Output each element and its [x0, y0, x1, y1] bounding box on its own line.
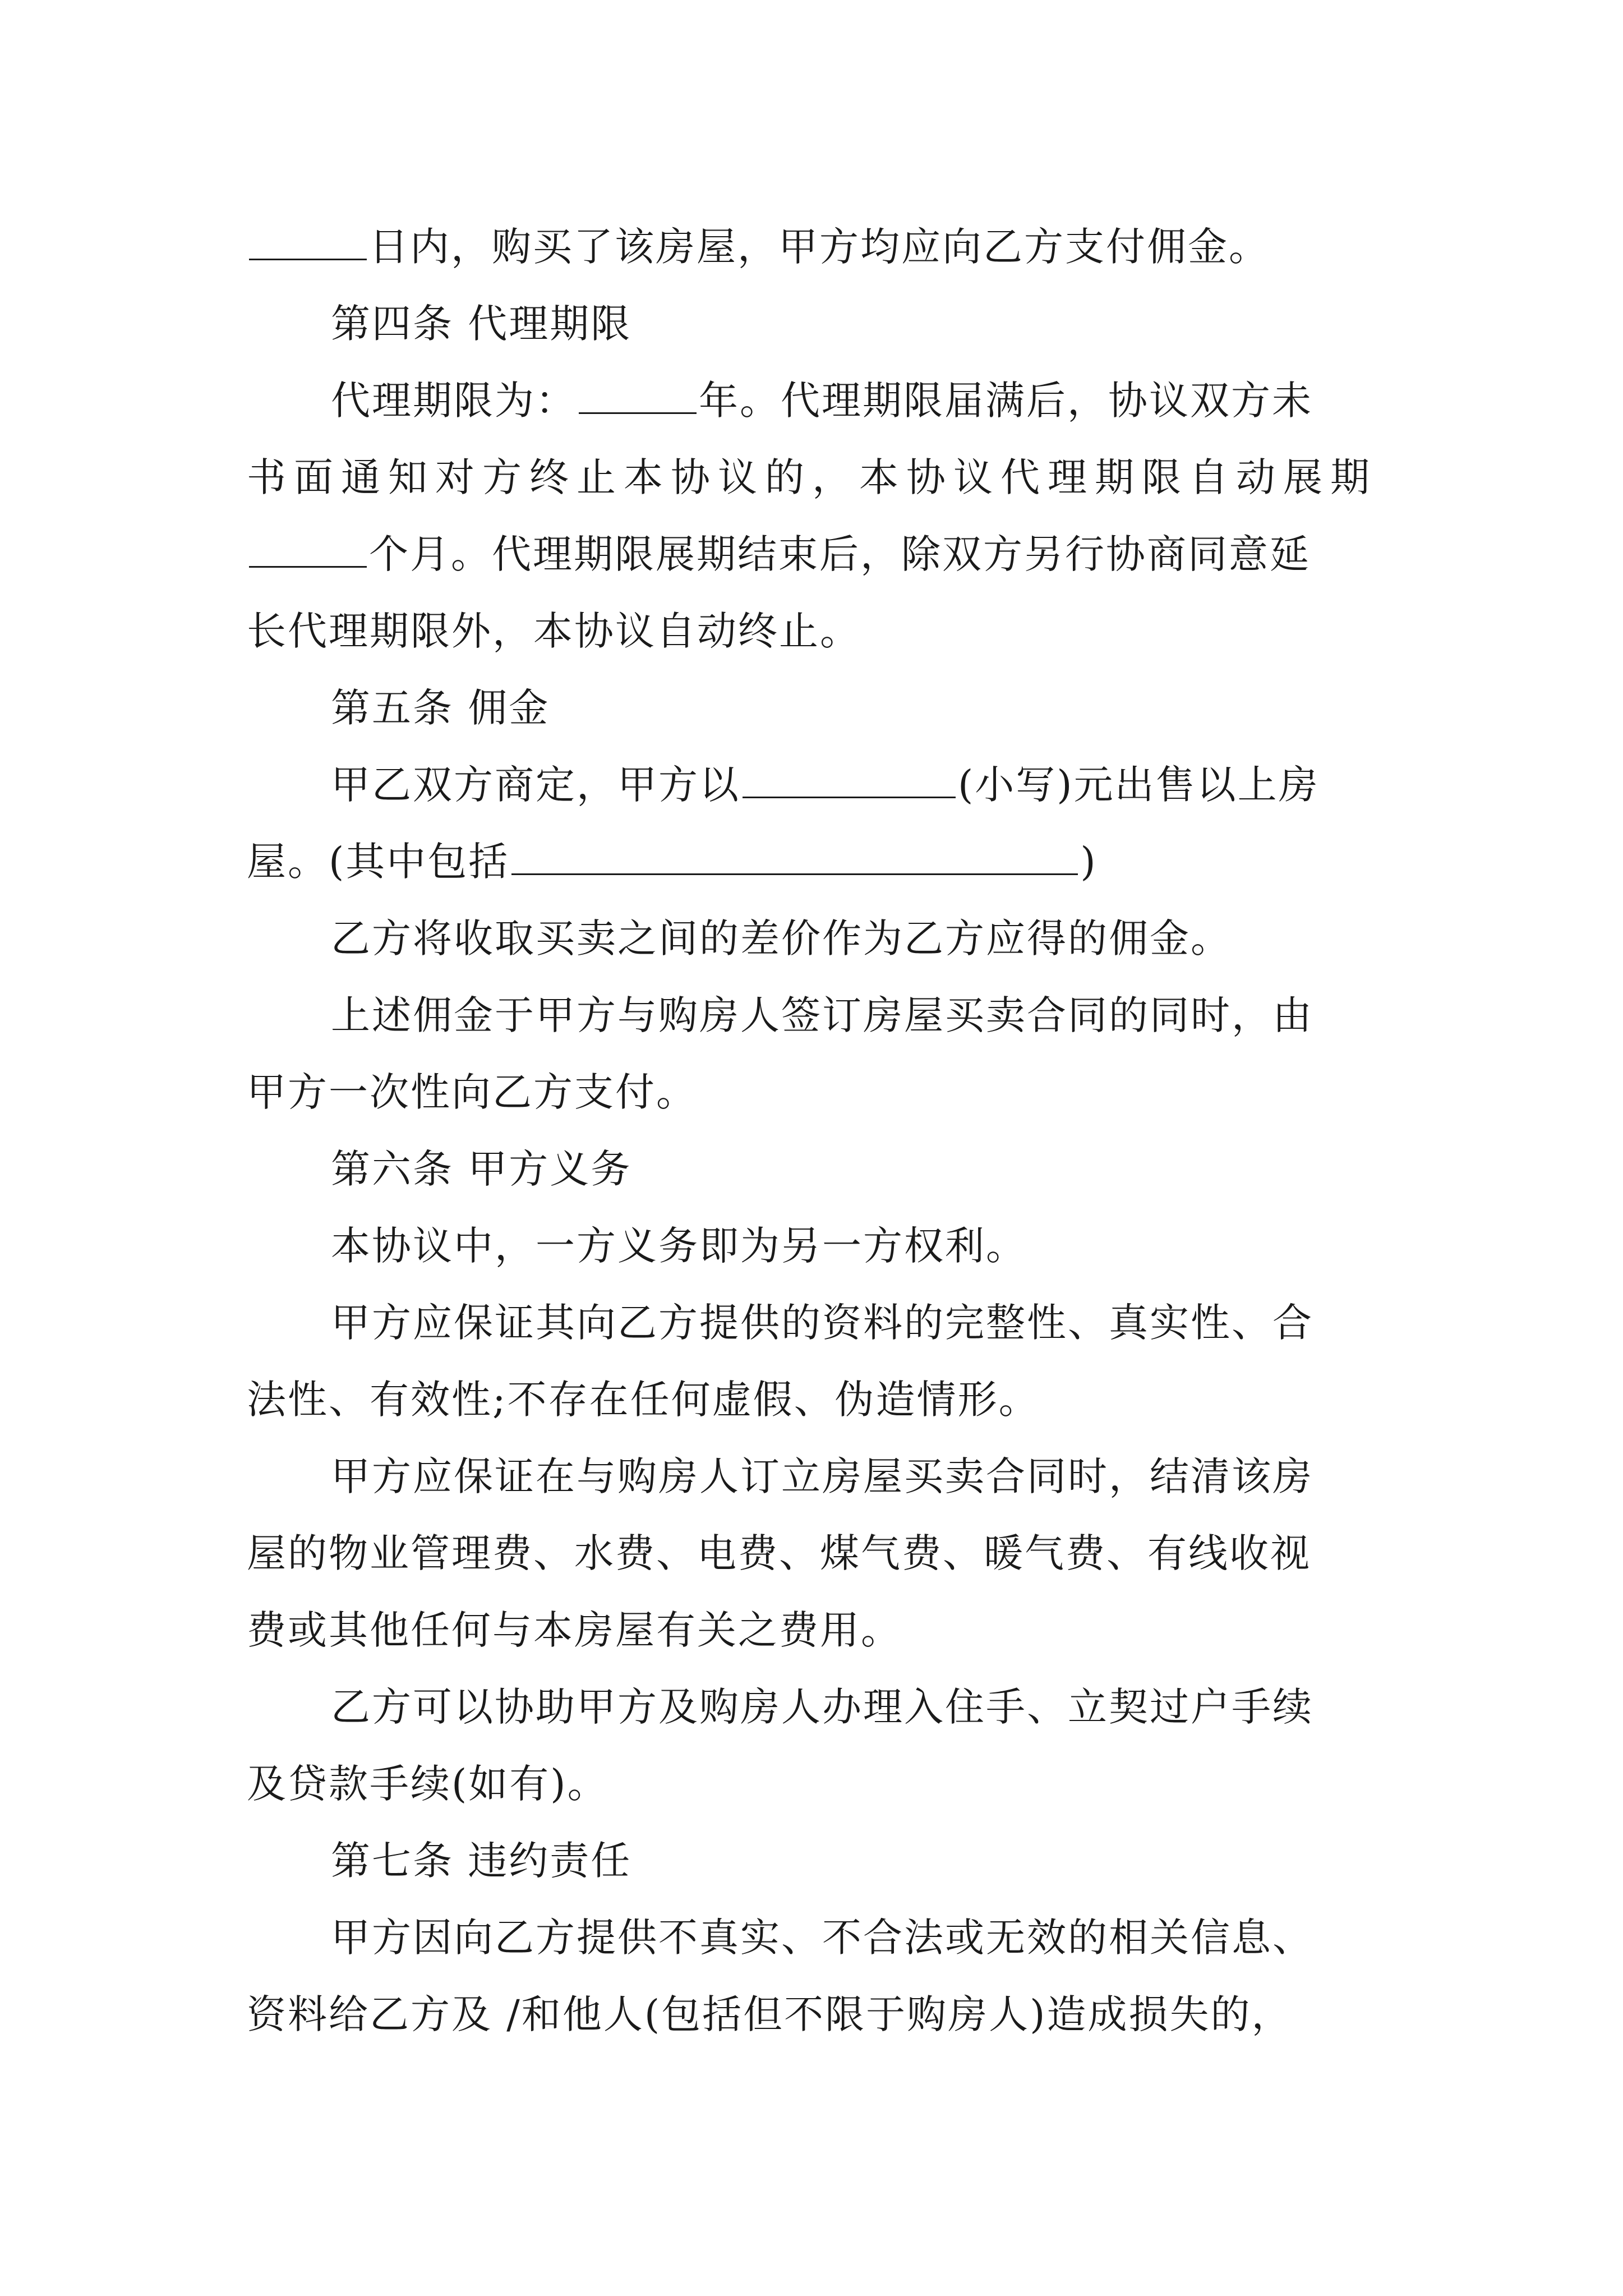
- paragraph-line: [247, 1592, 1391, 1669]
- line-text: 日内，购买了该房屋，甲方均应向乙方支付佣金。: [369, 224, 1270, 270]
- paragraph-line: [247, 1976, 1391, 2053]
- line-text: 上述佣金于甲方与购房人签订房屋买卖合同的同时，由: [331, 992, 1313, 1038]
- line-text: ): [1080, 839, 1098, 885]
- article-7-heading: [247, 1823, 1391, 1899]
- paragraph-line: [247, 1669, 1391, 1746]
- line-text: 长代理期限外，本协议自动终止。: [247, 608, 861, 654]
- paragraph-line: [247, 362, 1391, 439]
- line-text: 甲方应保证其向乙方提供的资料的完整性、真实性、合: [331, 1300, 1313, 1346]
- document-body: [247, 209, 1391, 2053]
- blank-field: [511, 834, 1078, 875]
- paragraph-line: [247, 1438, 1391, 1515]
- line-text: 甲方应保证在与购房人订立房屋买卖合同时，结清该房: [331, 1453, 1313, 1499]
- heading-text: 第四条 代理期限: [331, 301, 632, 347]
- line-text: 乙方可以协助甲方及购房人办理入住手、立契过户手续: [331, 1684, 1313, 1730]
- line-text: 代理期限为：: [331, 378, 577, 424]
- paragraph-line: [247, 1208, 1391, 1285]
- paragraph-line: [247, 439, 1391, 516]
- paragraph-line: [247, 1746, 1391, 1823]
- article-4-heading: [247, 286, 1391, 362]
- line-text: 费或其他任何与本房屋有关之费用。: [247, 1607, 902, 1653]
- line-text: 本协议中，一方义务即为另一方权利。: [331, 1223, 1027, 1269]
- paragraph-line: [247, 516, 1391, 593]
- paragraph-line: [247, 823, 1391, 900]
- blank-field: [249, 527, 367, 568]
- blank-field: [743, 757, 956, 798]
- blank-field: [579, 373, 697, 414]
- heading-text: 第六条 甲方义务: [331, 1146, 632, 1192]
- blank-field: [249, 219, 367, 260]
- heading-text: 第五条 佣金: [331, 685, 550, 731]
- line-text: 屋。(其中包括: [247, 839, 510, 885]
- line-text: 书面通知对方终止本协议的，本协议代理期限自动展期: [247, 454, 1377, 500]
- line-text: 年。代理期限届满后，协议双方未: [699, 378, 1313, 424]
- line-text: 法性、有效性;不存在任何虚假、伪造情形。: [247, 1377, 1040, 1423]
- paragraph-line: [247, 1515, 1391, 1592]
- line-text: 甲方一次性向乙方支付。: [247, 1069, 697, 1115]
- paragraph-line: [247, 209, 1391, 286]
- paragraph-line: [247, 1899, 1391, 1976]
- line-text: 甲方因向乙方提供不真实、不合法或无效的相关信息、: [331, 1915, 1313, 1961]
- paragraph-line: [247, 1054, 1391, 1131]
- line-text: 资料给乙方及 /和他人(包括但不限于购房人)造成损失的，: [247, 1991, 1293, 2037]
- line-text: 甲乙双方商定，甲方以: [331, 762, 740, 808]
- line-text: 乙方将收取买卖之间的差价作为乙方应得的佣金。: [331, 915, 1232, 961]
- article-6-heading: [247, 1131, 1391, 1208]
- heading-text: 第七条 违约责任: [331, 1838, 632, 1884]
- line-text: 及贷款手续(如有)。: [247, 1761, 608, 1807]
- paragraph-line: [247, 593, 1391, 670]
- paragraph-line: [247, 1285, 1391, 1361]
- paragraph-line: [247, 977, 1391, 1054]
- article-5-heading: [247, 670, 1391, 747]
- paragraph-line: [247, 900, 1391, 977]
- line-text: (小写)元出售以上房: [958, 762, 1320, 808]
- paragraph-line: [247, 747, 1391, 823]
- line-text: 个月。代理期限展期结束后，除双方另行协商同意延: [369, 531, 1311, 577]
- line-text: 屋的物业管理费、水费、电费、煤气费、暖气费、有线收视: [247, 1530, 1311, 1576]
- paragraph-line: [247, 1361, 1391, 1438]
